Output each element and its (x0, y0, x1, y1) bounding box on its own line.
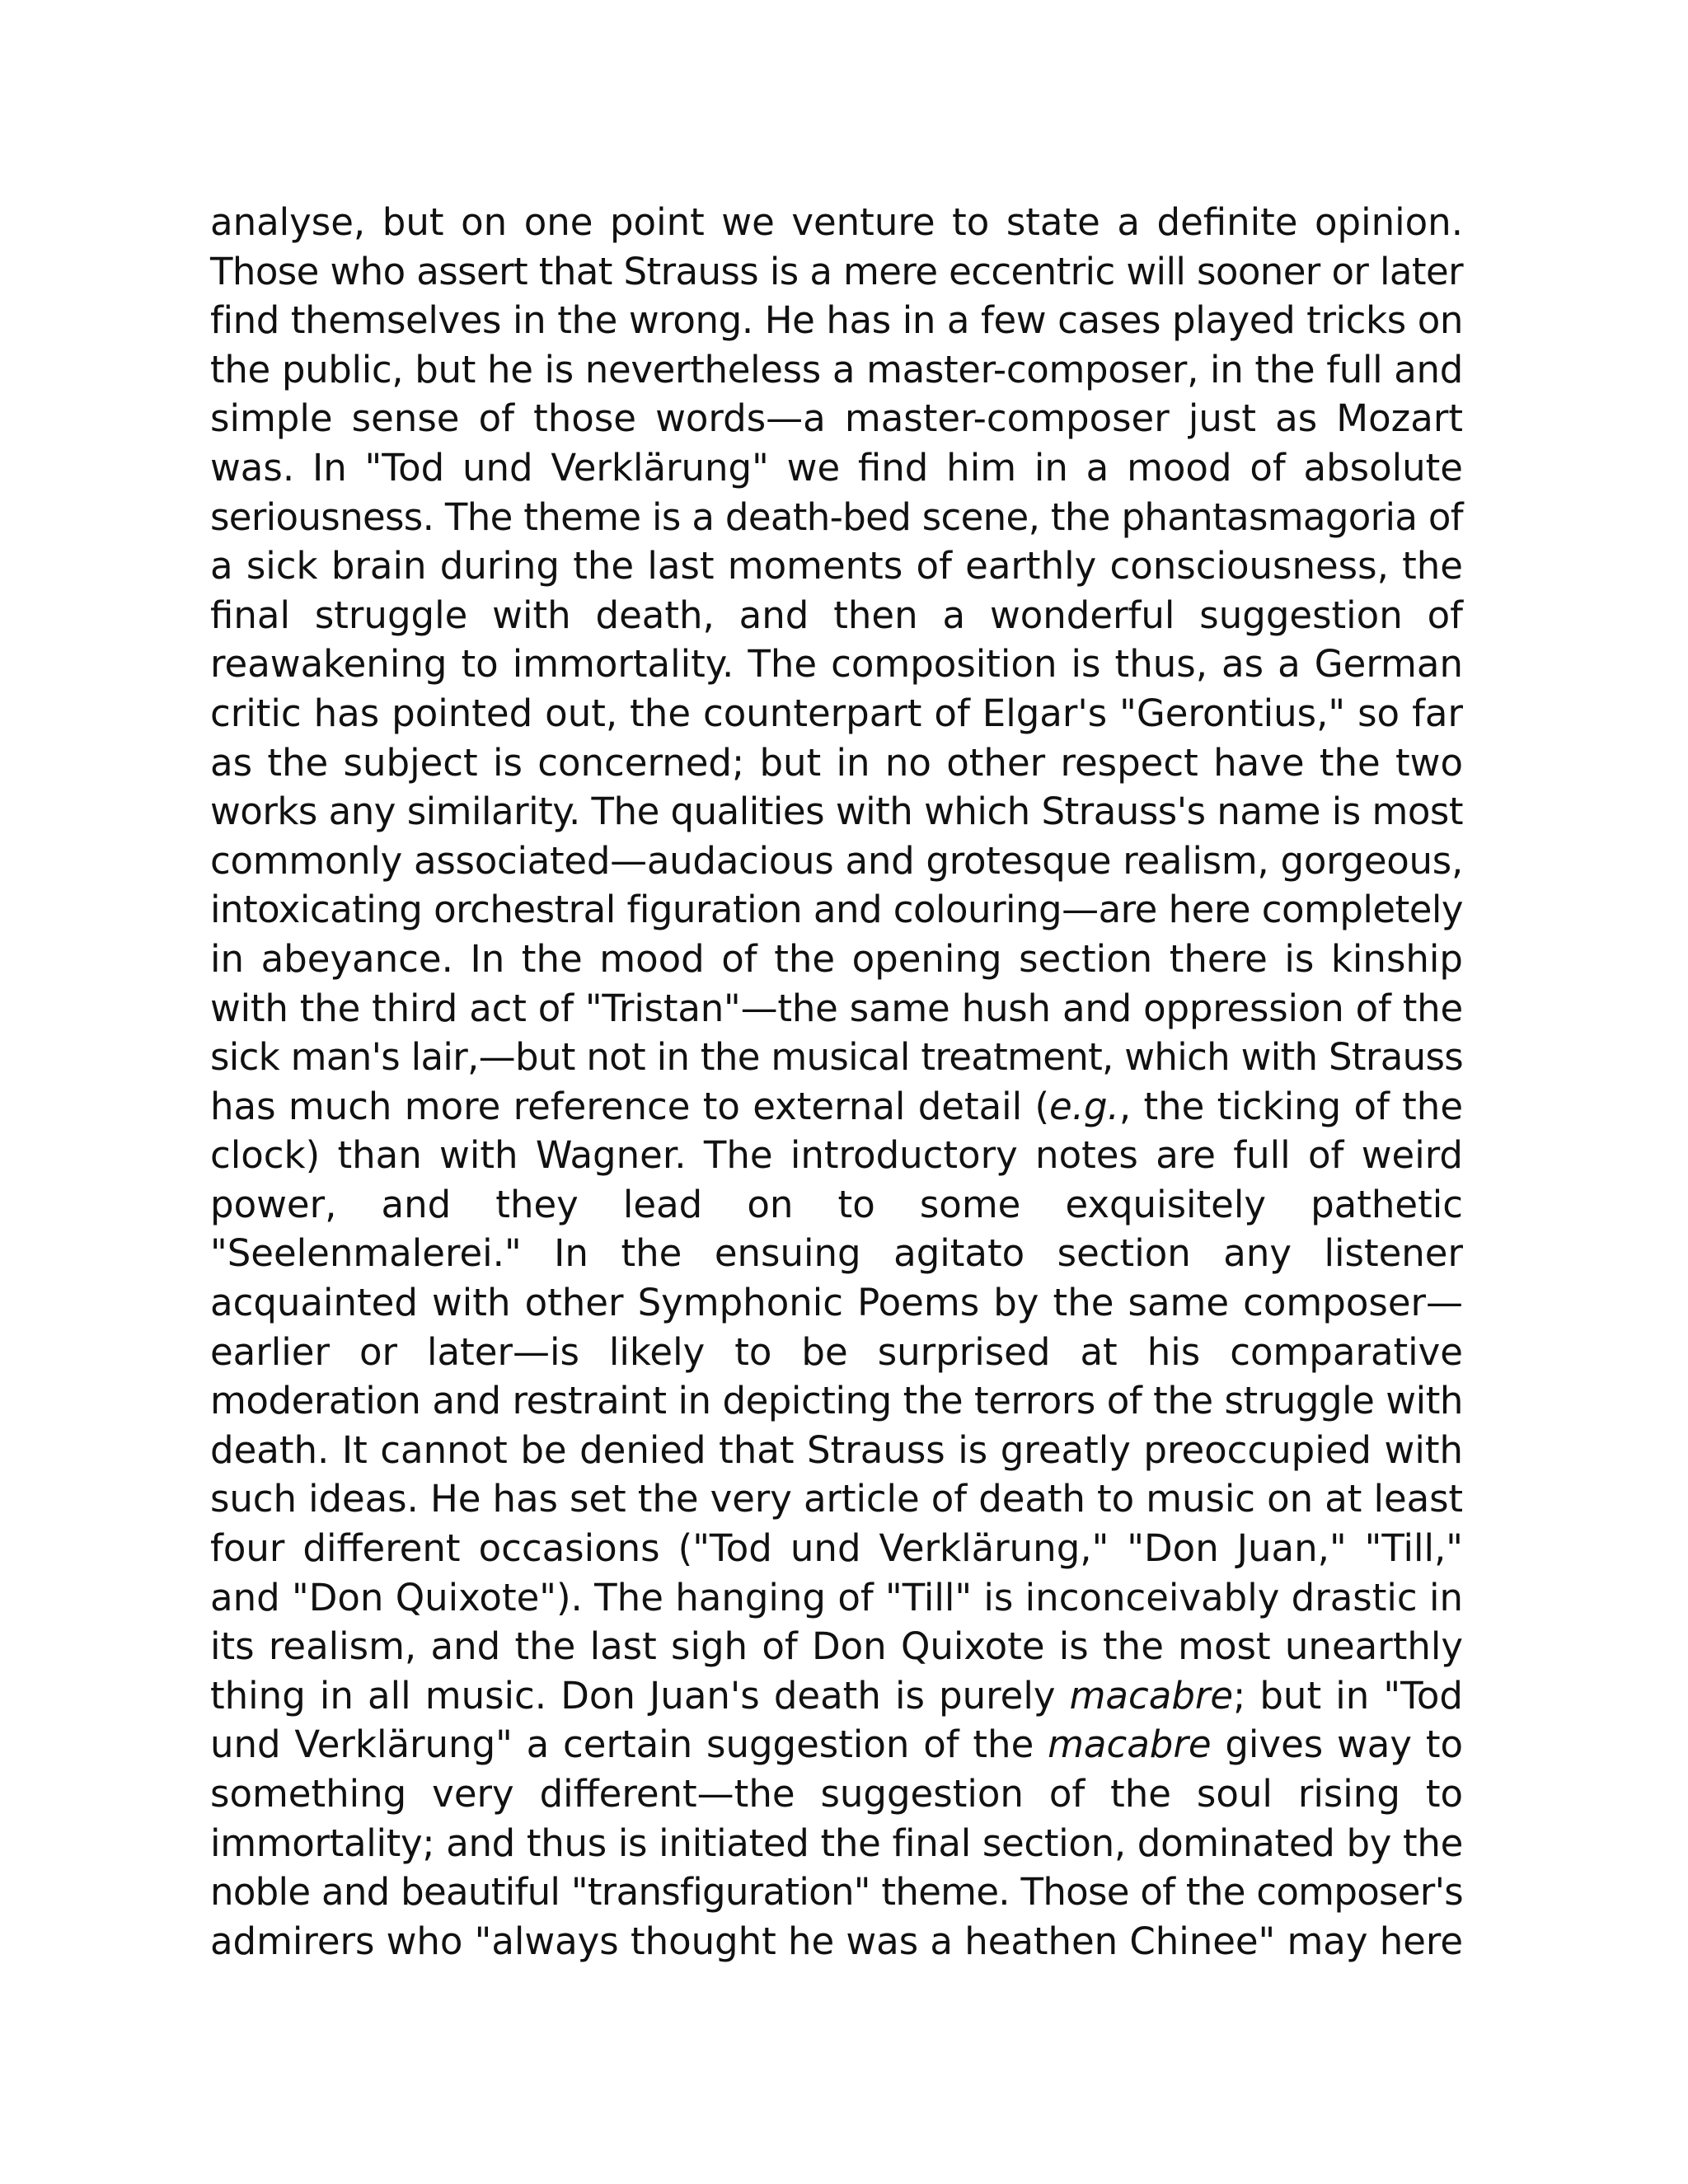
text-run: thing in all music. Don Juan's death is purely (210, 1673, 1070, 1718)
text-run: such ideas. He has set the very article of death to music on at least (210, 1477, 1463, 1521)
text-line (210, 1426, 1463, 1475)
text-run: Those who assert that Strauss is a mere eccentric will sooner or later (210, 249, 1463, 293)
text-run: find themselves in the wrong. He has in a few cases played tricks on (210, 298, 1463, 343)
text-run: commonly associated—audacious and grotesque realism, gorgeous, (210, 838, 1463, 883)
text-run: with the third act of "Tristan"—the same hush and oppression of the (210, 986, 1463, 1030)
text-run: und Verklärung" a certain suggestion of the (210, 1722, 1048, 1767)
text-line (210, 443, 1463, 493)
text-line (210, 1671, 1463, 1721)
text-line (210, 1229, 1463, 1278)
text-run: analyse, but on one point we venture to state a definite opinion. (210, 200, 1463, 244)
text-line (210, 738, 1463, 788)
text-run: clock) than with Wagner. The introductory notes are full of weird (210, 1133, 1463, 1178)
text-line (210, 1917, 1463, 1966)
text-line (210, 1622, 1463, 1671)
text-run: acquainted with other Symphonic Poems by the same composer— (210, 1281, 1463, 1325)
text-line (210, 1180, 1463, 1230)
text-line (210, 837, 1463, 886)
text-line (210, 1524, 1463, 1573)
text-run: and "Don Quixote"). The hanging of "Till" is inconceivably drastic in (210, 1575, 1463, 1619)
text-line (210, 541, 1463, 591)
text-run: , the ticking of the (1118, 1084, 1464, 1128)
text-line (210, 1082, 1463, 1132)
text-line (210, 885, 1463, 935)
text-run: sick man's lair,—but not in the musical treatment, which with Strauss (210, 1035, 1463, 1080)
text-run: in abeyance. In the mood of the opening section there is kinship (210, 936, 1463, 981)
text-line (210, 394, 1463, 443)
italic-text: e.g. (1049, 1084, 1119, 1128)
text-line (210, 493, 1463, 542)
text-run: was. In "Tod und Verklärung" we find him in a mood of absolute (210, 445, 1463, 490)
text-run: four different occasions ("Tod und Verklärung," "Don Juan," "Till," (210, 1526, 1463, 1571)
text-line (210, 640, 1463, 689)
body-paragraph (210, 198, 1463, 1966)
text-line (210, 345, 1463, 395)
text-line (210, 1868, 1463, 1917)
text-line (210, 1474, 1463, 1524)
italic-text: macabre (1048, 1722, 1212, 1767)
text-line (210, 1131, 1463, 1180)
text-run: the public, but he is nevertheless a master-composer, in the full and (210, 347, 1463, 391)
text-line (210, 591, 1463, 640)
text-line (210, 787, 1463, 837)
text-run: has much more reference to external detail ( (210, 1084, 1050, 1128)
text-line (210, 1278, 1463, 1328)
text-line (210, 1033, 1463, 1082)
text-run: intoxicating orchestral figuration and colouring—are here completely (210, 888, 1463, 932)
text-run: its realism, and the last sigh of Don Quixote is the most unearthly (210, 1624, 1463, 1669)
text-run: gives way to (1211, 1722, 1463, 1767)
text-run: reawakening to immortality. The composition is thus, as a German (210, 642, 1463, 687)
text-line (210, 1328, 1463, 1377)
text-run: ; but in "Tod (1233, 1673, 1464, 1718)
text-run: seriousness. The theme is a death-bed scene, the phantasmagoria of (210, 494, 1464, 539)
text-run: as the subject is concerned; but in no other respect have the two (210, 740, 1463, 785)
text-line (210, 198, 1463, 247)
text-run: simple sense of those words—a master-composer just as Mozart (210, 396, 1463, 441)
text-run: a sick brain during the last moments of earthly consciousness, the (210, 544, 1463, 588)
text-run: noble and beautiful "transfiguration" theme. Those of the composer's (210, 1870, 1464, 1915)
text-line (210, 984, 1463, 1033)
text-run: critic has pointed out, the counterpart of Elgar's "Gerontius," so far (210, 691, 1463, 735)
text-line (210, 1769, 1463, 1819)
text-line (210, 1720, 1463, 1769)
text-line (210, 689, 1463, 738)
text-run: final struggle with death, and then a wonderful suggestion of (210, 593, 1463, 637)
text-run: death. It cannot be denied that Strauss is greatly preoccupied with (210, 1427, 1463, 1472)
text-run: immortality; and thus is initiated the final section, dominated by the (210, 1821, 1463, 1865)
text-run: power, and they lead on to some exquisitely pathetic (210, 1182, 1463, 1226)
text-line (210, 1819, 1463, 1868)
text-run: something very different—the suggestion of the soul rising to (210, 1772, 1463, 1816)
text-run: earlier or later—is likely to be surprised at his comparative (210, 1329, 1463, 1374)
text-line (210, 1376, 1463, 1426)
text-run: admirers who "always thought he was a heathen Chinee" may here (210, 1919, 1463, 1963)
text-run: moderation and restraint in depicting the terrors of the struggle with (210, 1379, 1463, 1423)
italic-text: macabre (1069, 1673, 1234, 1718)
text-line (210, 1573, 1463, 1623)
text-run: "Seelenmalerei." In the ensuing agitato section any listener (210, 1231, 1463, 1276)
text-line (210, 935, 1463, 984)
text-run: works any similarity. The qualities with which Strauss's name is most (210, 790, 1463, 834)
text-line (210, 296, 1463, 345)
text-line (210, 247, 1463, 297)
